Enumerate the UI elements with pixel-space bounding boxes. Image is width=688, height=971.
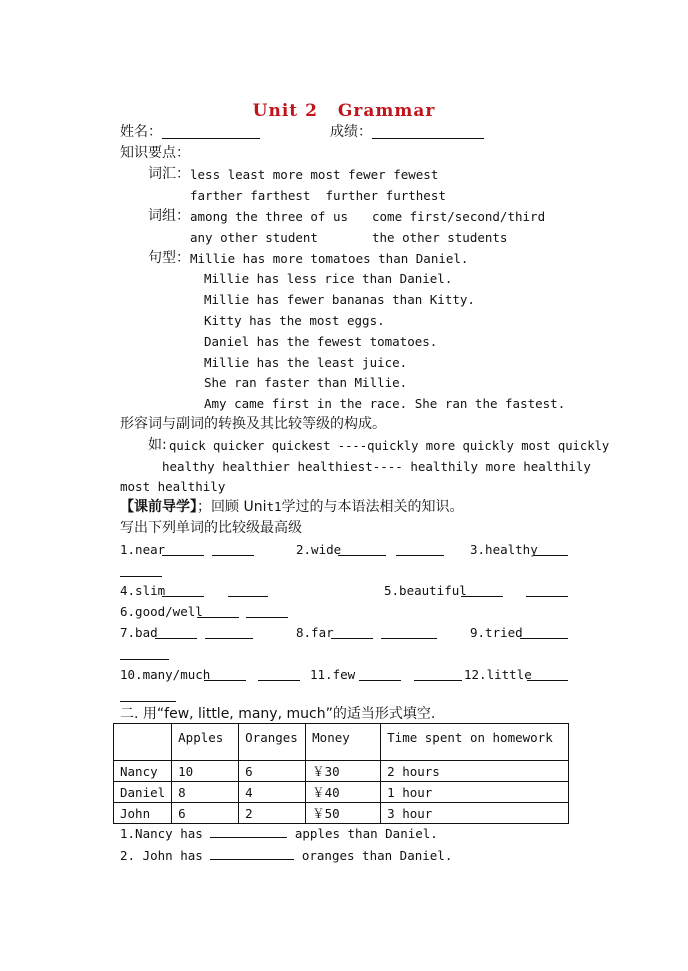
preview-heading <box>120 499 464 515</box>
phrase-4: the other students <box>372 230 508 245</box>
phrase-1: among the three of us <box>190 209 349 224</box>
question-2-blank[interactable] <box>210 847 294 860</box>
table-row <box>114 782 569 803</box>
name-field[interactable] <box>162 126 260 139</box>
table-cell: 4 <box>239 782 306 803</box>
word-9: 9.tried <box>470 625 523 640</box>
question-2-end: oranges than Daniel. <box>294 848 453 863</box>
word-7: 7.bad <box>120 625 158 640</box>
word-7-blank-a[interactable] <box>155 626 197 639</box>
sentences-label: 句型： <box>148 250 190 266</box>
preview-text-b: t1 <box>266 499 282 514</box>
table-cell: 3 hour <box>381 803 569 824</box>
score-label: 成绩： <box>330 124 372 140</box>
table-header-cell: Oranges <box>239 724 306 761</box>
question-1 <box>120 825 438 842</box>
adj-adv-heading: 形容词与副词的转换及其比较等级的构成。 <box>120 416 386 432</box>
sentence-item: She ran faster than Millie. <box>204 375 408 390</box>
word-5-blank-b[interactable] <box>526 584 568 597</box>
word-9-blank-a[interactable] <box>520 626 568 639</box>
data-table <box>113 723 569 824</box>
table-header-cell: Apples <box>172 724 239 761</box>
sentence-item: Amy came first in the race. She ran the fastest. <box>204 396 566 411</box>
sentence-item: Millie has more tomatoes than Daniel. <box>190 251 469 266</box>
table-cell: John <box>114 803 172 824</box>
table-cell: ￥50 <box>306 803 381 824</box>
title-unit: Unit 2 <box>252 101 318 121</box>
word-2: 2.wide <box>296 542 342 557</box>
table-cell: ￥30 <box>306 761 381 782</box>
table-header-cell: Time spent on homework <box>381 724 569 761</box>
word-8-blank-b[interactable] <box>381 626 437 639</box>
sentence-item: Millie has fewer bananas than Kitty. <box>204 292 475 307</box>
word-5: 5.beautiful <box>384 583 467 598</box>
table-cell: 2 hours <box>381 761 569 782</box>
example-label: 如: <box>148 437 167 453</box>
question-2 <box>120 847 452 864</box>
sentence-item: Daniel has the fewest tomatoes. <box>204 334 438 349</box>
table-cell: ￥40 <box>306 782 381 803</box>
word-11-blank-b[interactable] <box>414 668 462 681</box>
word-8-blank-a[interactable] <box>331 626 373 639</box>
word-10-blank-a[interactable] <box>204 668 246 681</box>
word-2-blank-a[interactable] <box>338 543 386 556</box>
table-cell: 2 <box>239 803 306 824</box>
word-6-blank-a[interactable] <box>197 605 239 618</box>
sentence-item: Millie has the least juice. <box>204 355 408 370</box>
word-4: 4.slim <box>120 583 166 598</box>
word-1-blank-b[interactable] <box>212 543 254 556</box>
word-12-blank-a[interactable] <box>527 668 568 681</box>
word-5-blank-a[interactable] <box>461 584 503 597</box>
vocab-line-1: less least more most fewer fewest <box>190 167 439 182</box>
table-cell: Nancy <box>114 761 172 782</box>
word-4-blank-a[interactable] <box>162 584 204 597</box>
word-10: 10.many/much <box>120 667 211 682</box>
word-6-blank-b[interactable] <box>246 605 288 618</box>
word-12: 12.little <box>464 667 532 682</box>
preview-bracket: 【课前导学】 <box>120 499 197 515</box>
phrase-2: come first/second/third <box>372 209 546 224</box>
sentence-item: Millie has less rice than Daniel. <box>204 271 453 286</box>
knowledge-heading: 知识要点： <box>120 145 190 161</box>
name-label: 姓名： <box>120 124 162 140</box>
table-cell: 6 <box>239 761 306 782</box>
table-cell: 8 <box>172 782 239 803</box>
word-6: 6.good/well <box>120 604 203 619</box>
table-cell: 6 <box>172 803 239 824</box>
word-11-blank-a[interactable] <box>359 668 401 681</box>
table-header-cell <box>114 724 172 761</box>
page-title <box>0 101 688 121</box>
phrases-label: 词组： <box>148 208 190 224</box>
table-header-row <box>114 724 569 761</box>
phrase-3: any other student <box>190 230 318 245</box>
table-cell: 10 <box>172 761 239 782</box>
example-line-2: healthy healthier healthiest---- healthily more healthily <box>162 459 591 474</box>
title-topic: Grammar <box>337 101 436 121</box>
preview-text-a: ；回顾 Uni <box>197 499 267 515</box>
preview-text-c: 学过的与本语法相关的知识。 <box>281 499 464 515</box>
table-header-cell: Money <box>306 724 381 761</box>
table-cell: 1 hour <box>381 782 569 803</box>
word-4-blank-b[interactable] <box>228 584 268 597</box>
word-10-blank-b[interactable] <box>258 668 300 681</box>
vocab-label: 词汇： <box>148 166 190 182</box>
example-line-3: most healthily <box>120 479 226 494</box>
word-8: 8.far <box>296 625 334 640</box>
question-1-start: 1.Nancy has <box>120 826 211 841</box>
exercise1-heading: 写出下列单词的比较级最高级 <box>120 520 302 536</box>
question-2-start: 2. John has <box>120 848 211 863</box>
word-3-blank-b[interactable] <box>120 564 162 577</box>
exercise2-heading: 二. 用“few, little, many, much”的适当形式填空. <box>120 706 436 722</box>
question-1-blank[interactable] <box>210 825 287 838</box>
word-3-blank-a[interactable] <box>534 543 568 556</box>
word-1: 1.near <box>120 542 166 557</box>
word-2-blank-b[interactable] <box>396 543 444 556</box>
word-3: 3.healthy <box>470 542 538 557</box>
word-12-blank-b[interactable] <box>120 689 176 702</box>
vocab-line-2: farther farthest further furthest <box>190 188 446 203</box>
word-7-blank-b[interactable] <box>205 626 253 639</box>
table-cell: Daniel <box>114 782 172 803</box>
word-1-blank-a[interactable] <box>162 543 204 556</box>
word-11: 11.few <box>310 667 356 682</box>
score-field[interactable] <box>372 126 484 139</box>
question-1-end: apples than Daniel. <box>287 826 438 841</box>
table-row <box>114 803 569 824</box>
word-9-blank-b[interactable] <box>120 647 169 660</box>
example-line-1: quick quicker quickest ----quickly more quickly most quickly <box>169 439 610 453</box>
sentence-item: Kitty has the most eggs. <box>204 313 385 328</box>
table-row <box>114 761 569 782</box>
